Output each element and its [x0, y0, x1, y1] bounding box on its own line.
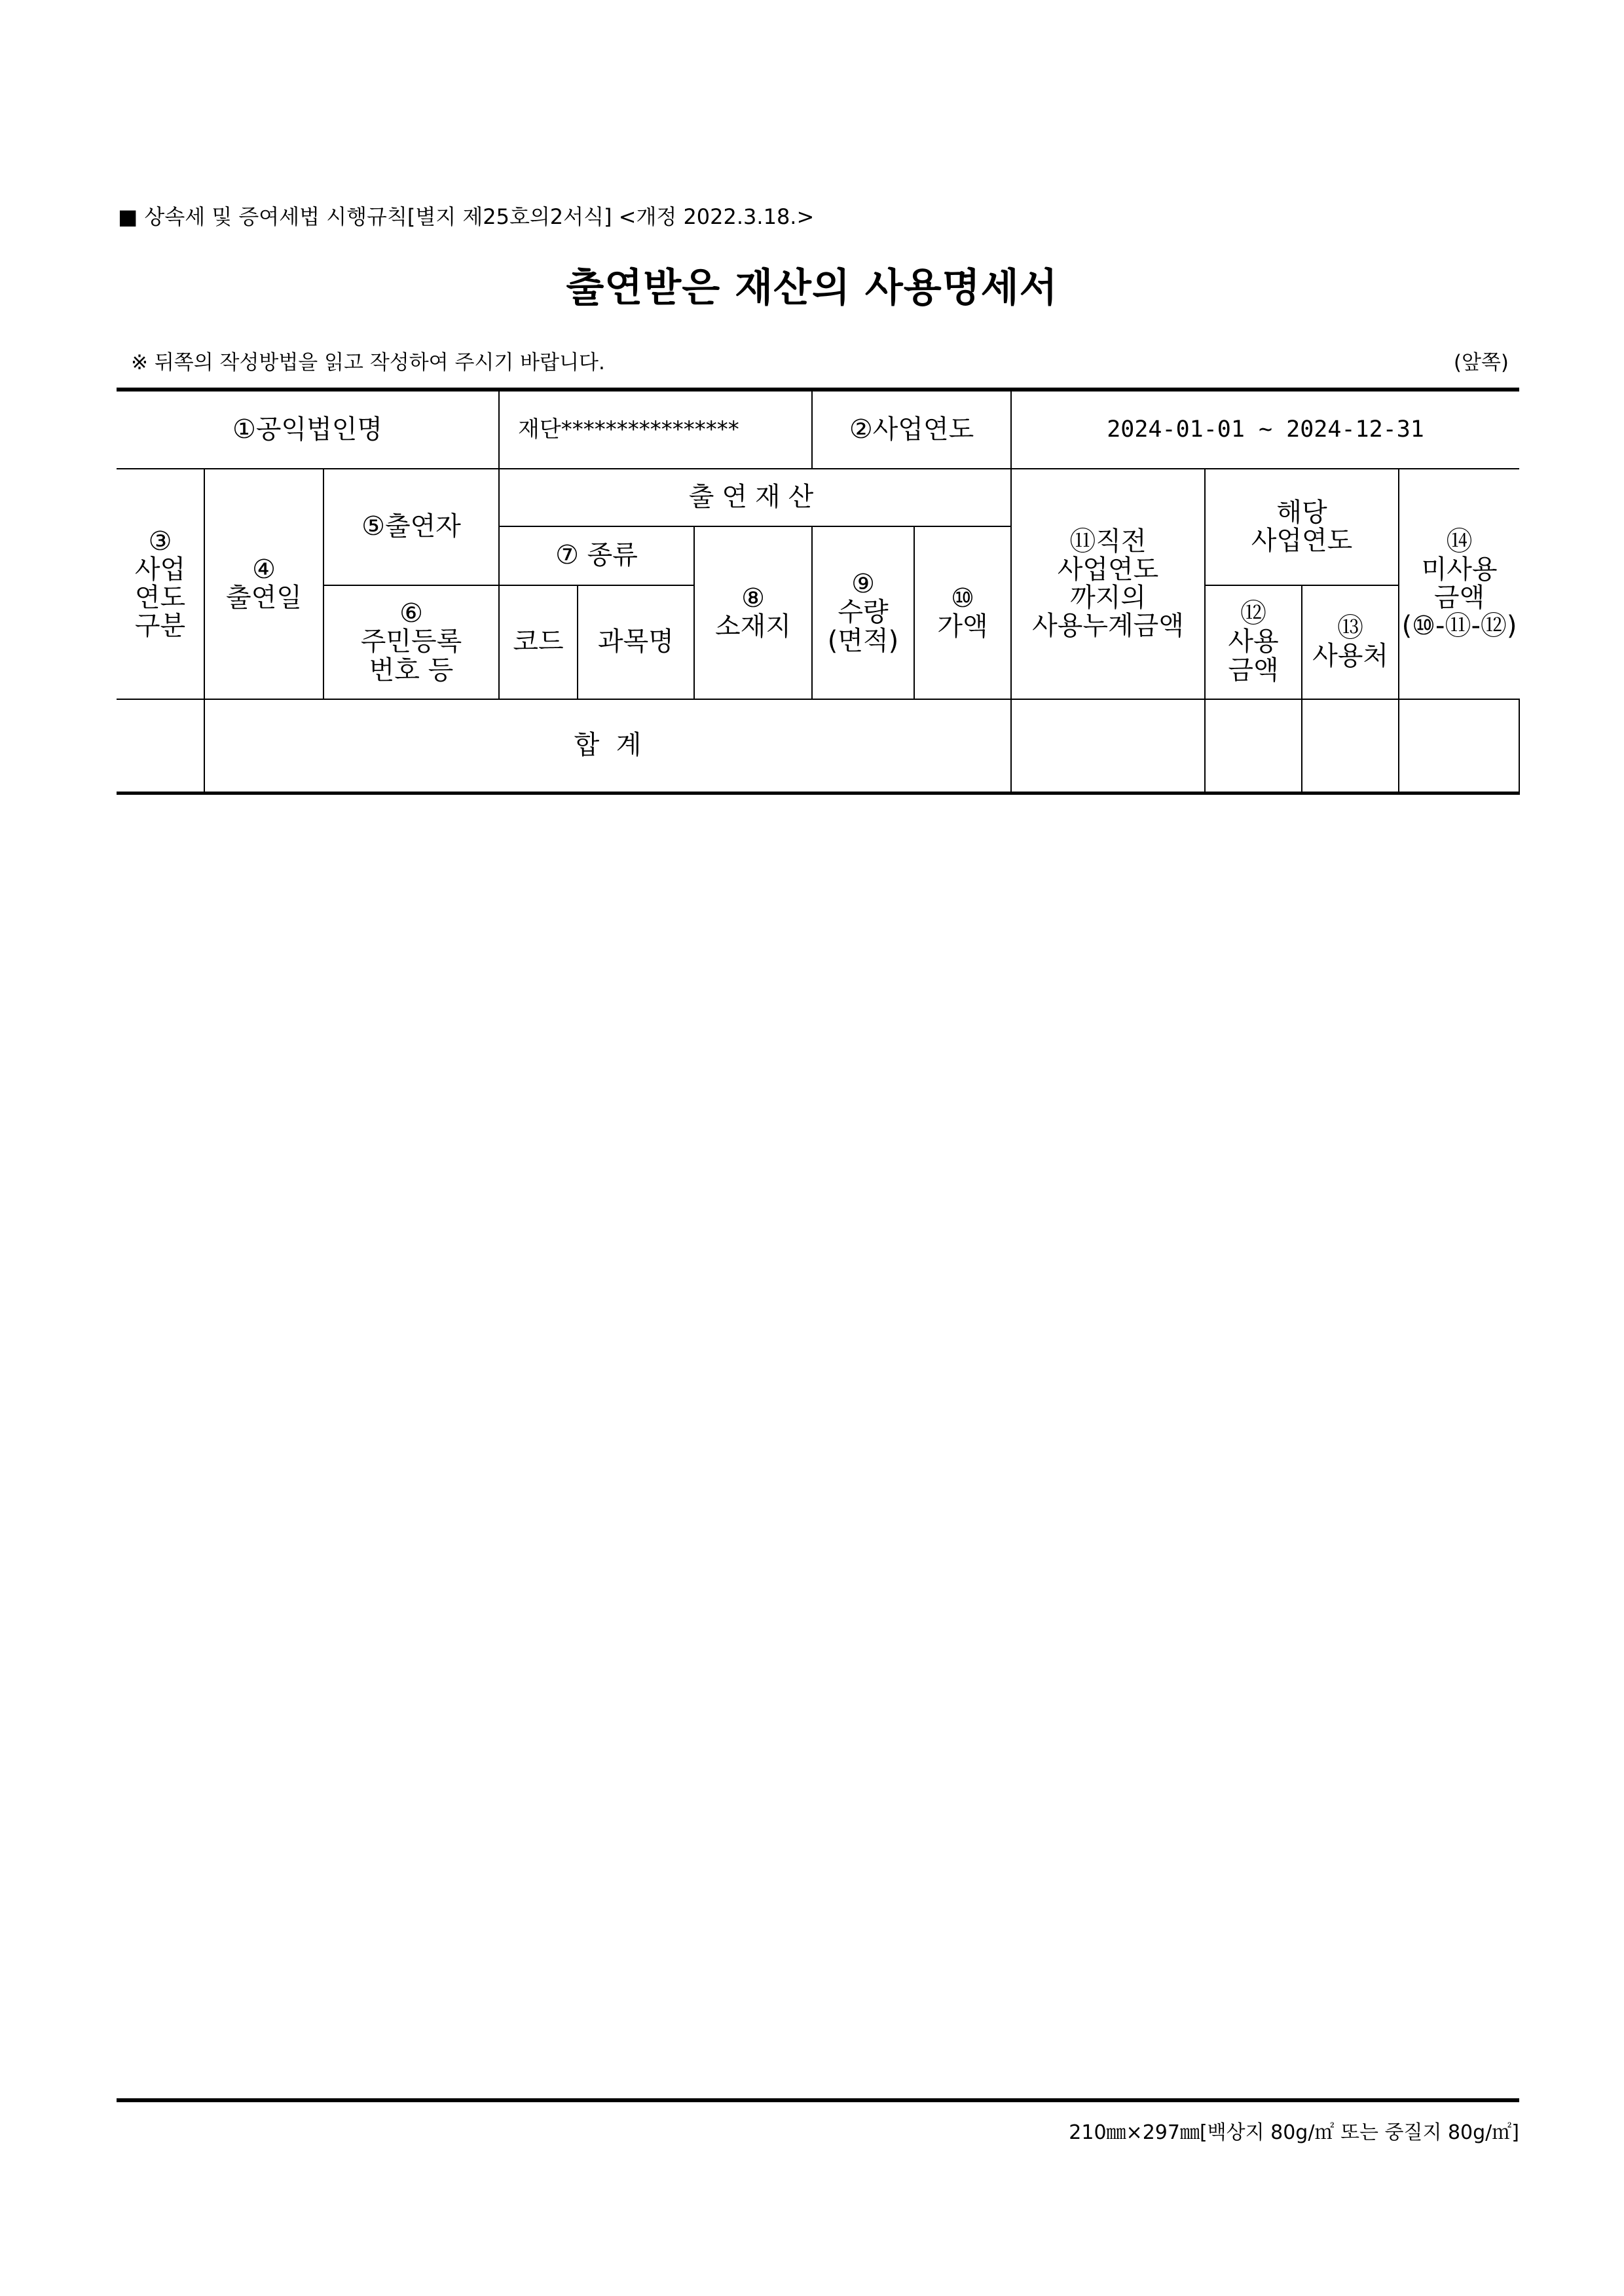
summary-row: [117, 699, 1519, 793]
usage-statement-table: [117, 388, 1519, 795]
col-contributor: ⑤출연자: [323, 469, 499, 585]
col-group-current-year: 해당 사업연도: [1205, 469, 1399, 585]
document-title: 출연받은 재산의 사용명세서: [566, 265, 1058, 311]
col-code: 코드: [499, 585, 578, 699]
col-group-contributed-assets: 출연재산: [499, 469, 1011, 526]
col-unused-amount: ⑭ 미사용 금액 (⑩-⑪-⑫): [1399, 469, 1519, 699]
col-location: ⑧ 소재지: [694, 526, 812, 699]
org-info-row: [117, 390, 1519, 469]
business-year-label: ②사업연도: [812, 390, 1011, 469]
col-quantity: ⑨ 수량 (면적): [812, 526, 914, 699]
instruction-note: ※ 뒤쪽의 작성방법을 읽고 작성하여 주시기 바랍니다.: [131, 351, 605, 374]
page-side-label: (앞쪽): [1453, 351, 1509, 374]
summary-label: 합 계: [204, 699, 1011, 793]
summary-blank-cell[interactable]: [117, 699, 204, 793]
law-reference: ■ 상속세 및 증여세법 시행규칙[별지 제25호의2서식] <개정 2022.3.18.>: [118, 204, 815, 229]
footer-divider: [117, 2098, 1519, 2102]
summary-usage-place[interactable]: [1399, 699, 1519, 793]
col-value: ⑩ 가액: [914, 526, 1011, 699]
col-usage-amount: ⑫ 사용 금액: [1205, 585, 1302, 699]
col-usage-place: ⑬ 사용처: [1302, 585, 1399, 699]
col-prior-cumulative-usage: ⑪직전 사업연도 까지의 사용누계금액: [1011, 469, 1205, 699]
business-year-value[interactable]: 2024-01-01 ~ 2024-12-31: [1011, 390, 1519, 469]
paper-spec: 210㎜×297㎜[백상지 80g/㎡ 또는 중질지 80g/㎡]: [1069, 2121, 1519, 2144]
org-name-label: ①공익법인명: [117, 390, 499, 469]
col-registration-number: ⑥ 주민등록 번호 등: [323, 585, 499, 699]
col-contribution-date: ④ 출연일: [204, 469, 323, 699]
col-asset-type: ⑦ 종류: [499, 526, 694, 585]
summary-prior-usage[interactable]: [1205, 699, 1302, 793]
col-business-year-type: ③ 사업 연도 구분: [117, 469, 204, 699]
col-account-name: 과목명: [578, 585, 694, 699]
summary-usage-amount[interactable]: [1302, 699, 1399, 793]
org-name-value[interactable]: 재단****************: [499, 390, 812, 469]
summary-value[interactable]: [1011, 699, 1205, 793]
